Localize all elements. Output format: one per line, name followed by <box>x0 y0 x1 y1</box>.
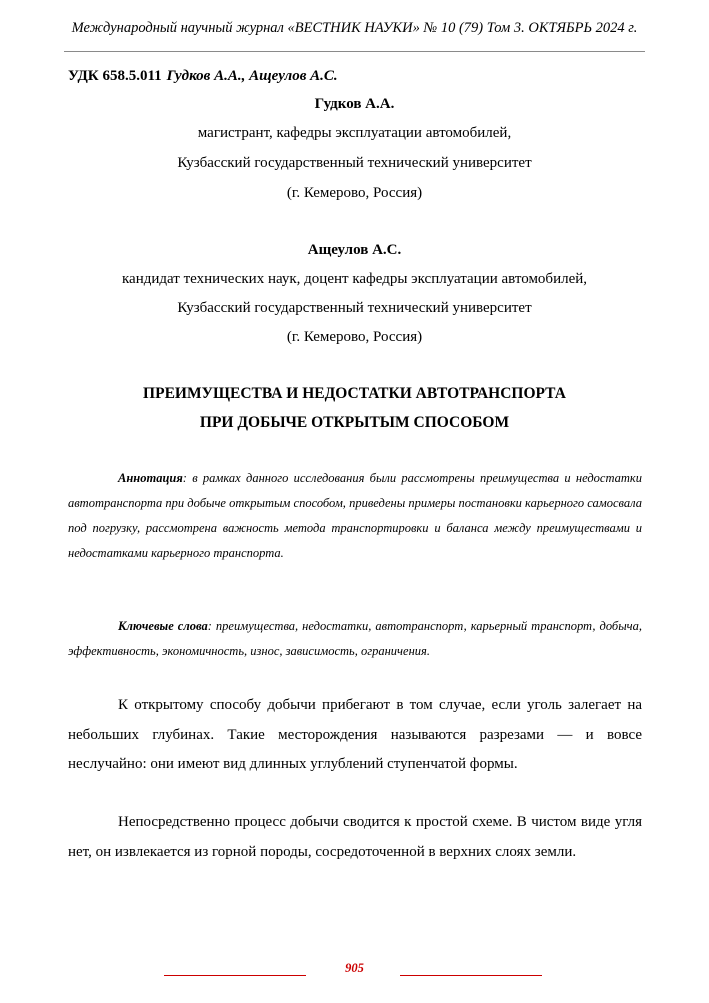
footer-rule-right <box>400 975 542 976</box>
author-1-location: (г. Кемерово, Россия) <box>286 185 423 201</box>
udk-authors: Гудков А.А., Ащеулов А.С. <box>166 68 338 84</box>
author-1-position: магистрант, кафедры эксплуатации автомобилей, <box>197 125 512 141</box>
author-1-name: Гудков А.А. <box>314 96 395 112</box>
udk-line <box>68 68 338 85</box>
article-title-line-1: ПРЕИМУЩЕСТВА И НЕДОСТАТКИ АВТОТРАНСПОРТА <box>143 385 566 402</box>
udk-code: УДК 658.5.011 <box>68 68 162 84</box>
header-divider <box>64 51 645 52</box>
page-number: 905 <box>345 961 364 975</box>
author-1-university: Кузбасский государственный технический университет <box>177 155 532 171</box>
body-paragraph-2: Непосредственно процесс добычи сводится к простой схеме. В чистом виде угля нет, он извлекается из горной породы, сосредоточенной в верхних слоях земли. <box>68 814 642 860</box>
keywords-label: Ключевые слова <box>118 619 208 633</box>
author-2-name: Ащеулов А.С. <box>307 242 402 258</box>
abstract-text: : в рамках данного исследования были рассмотрены преимущества и недостатки автотранспорта при добыче открытым способом, приведены примеры постановки карьерного самосвала под погрузку, рассмотрена важность метода транспортировки и баланса между преимуществами и недостатками карьерного транспорта. <box>68 471 642 560</box>
abstract <box>68 466 642 566</box>
keywords <box>68 614 642 664</box>
author-2-university: Кузбасский государственный технический университет <box>177 300 532 316</box>
abstract-label: Аннотация <box>118 471 183 485</box>
journal-header: Международный научный журнал «ВЕСТНИК НАУКИ» № 10 (79) Том 3. ОКТЯБРЬ 2024 г. <box>71 20 638 36</box>
article-title-line-2: ПРИ ДОБЫЧЕ ОТКРЫТЫМ СПОСОБОМ <box>199 414 510 431</box>
author-2-location: (г. Кемерово, Россия) <box>286 329 423 345</box>
author-2-position: кандидат технических наук, доцент кафедры эксплуатации автомобилей, <box>121 271 588 287</box>
body-paragraph-1: К открытому способу добычи прибегают в том случае, если уголь залегает на небольших глубинах. Такие месторождения называются разрезами — и вовсе неслучайно: они имеют вид длинных углублений ступенчатой формы. <box>68 697 642 772</box>
keywords-text: : преимущества, недостатки, автотранспорт, карьерный транспорт, добыча, эффективность, экономичность, износ, зависимость, ограничения. <box>68 619 643 658</box>
